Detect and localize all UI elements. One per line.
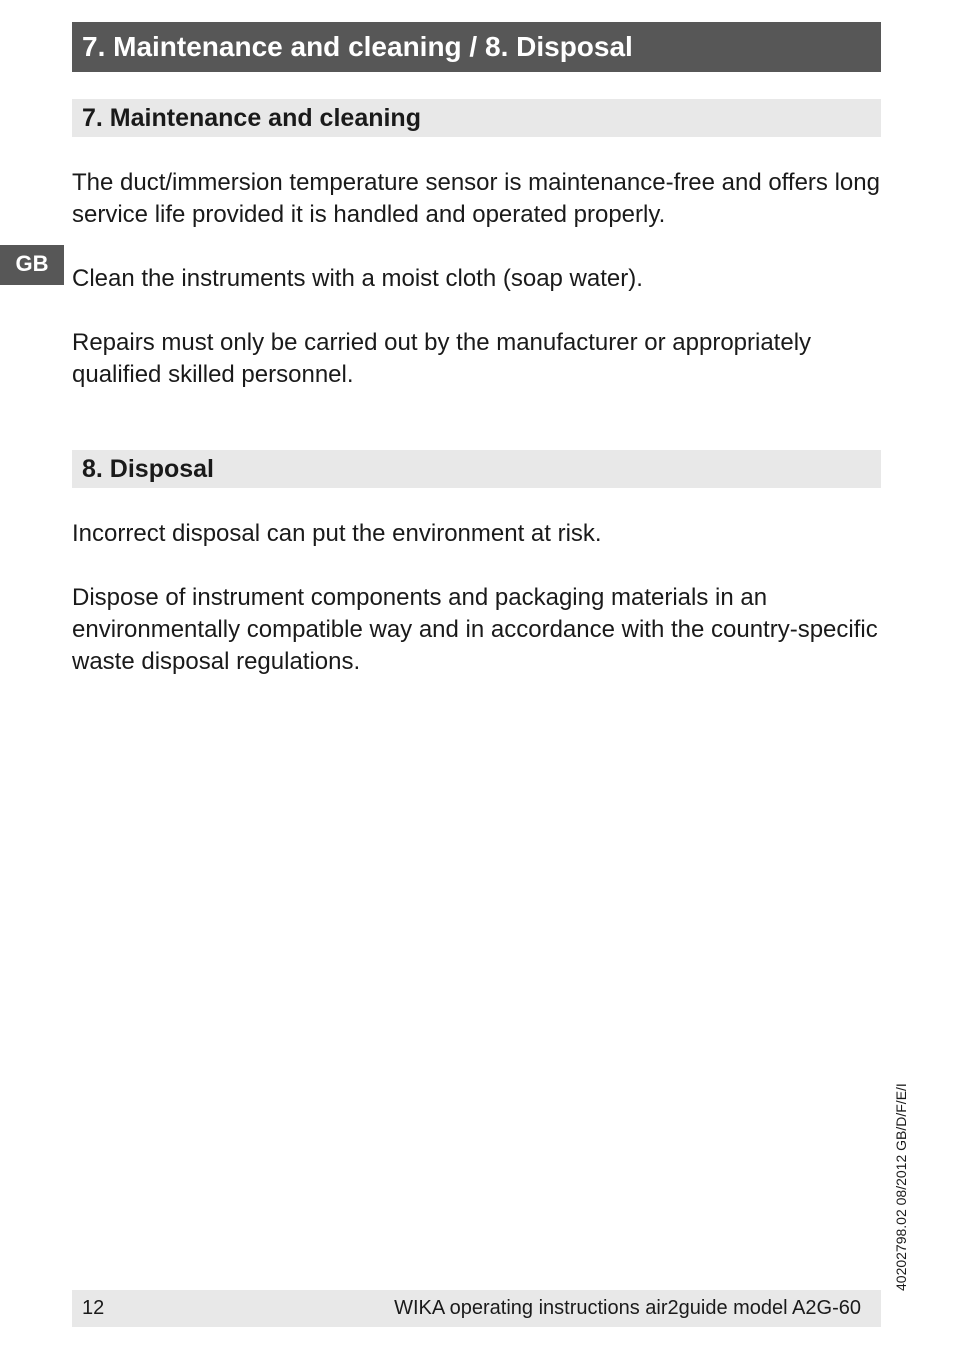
footer-doc-title: WIKA operating instructions air2guide model A2G-60 <box>394 1297 861 1319</box>
document-code: 40202798.02 08/2012 GB/D/F/E/I <box>893 1083 909 1291</box>
section-heading-maintenance: 7. Maintenance and cleaning <box>72 99 881 137</box>
section-heading-disposal: 8. Disposal <box>72 450 881 488</box>
page-title: 7. Maintenance and cleaning / 8. Disposal <box>72 22 881 72</box>
paragraph-disposal-risk: Incorrect disposal can put the environment at risk. <box>72 520 602 547</box>
paragraph-maintenance-free: The duct/immersion temperature sensor is maintenance-free and offers long service life provided it is handled and operated properly. <box>72 169 880 228</box>
language-tab: GB <box>0 245 64 285</box>
paragraph-repairs: Repairs must only be carried out by the manufacturer or appropriately qualified skilled personnel. <box>72 329 812 388</box>
page-footer <box>72 1290 881 1327</box>
paragraph-cleaning: Clean the instruments with a moist cloth (soap water). <box>72 265 643 292</box>
page-number: 12 <box>82 1297 105 1319</box>
paragraph-disposal-instructions: Dispose of instrument components and packaging materials in an environmentally compatible way and in accordance with the country-specific waste disposal regulations. <box>72 584 878 675</box>
